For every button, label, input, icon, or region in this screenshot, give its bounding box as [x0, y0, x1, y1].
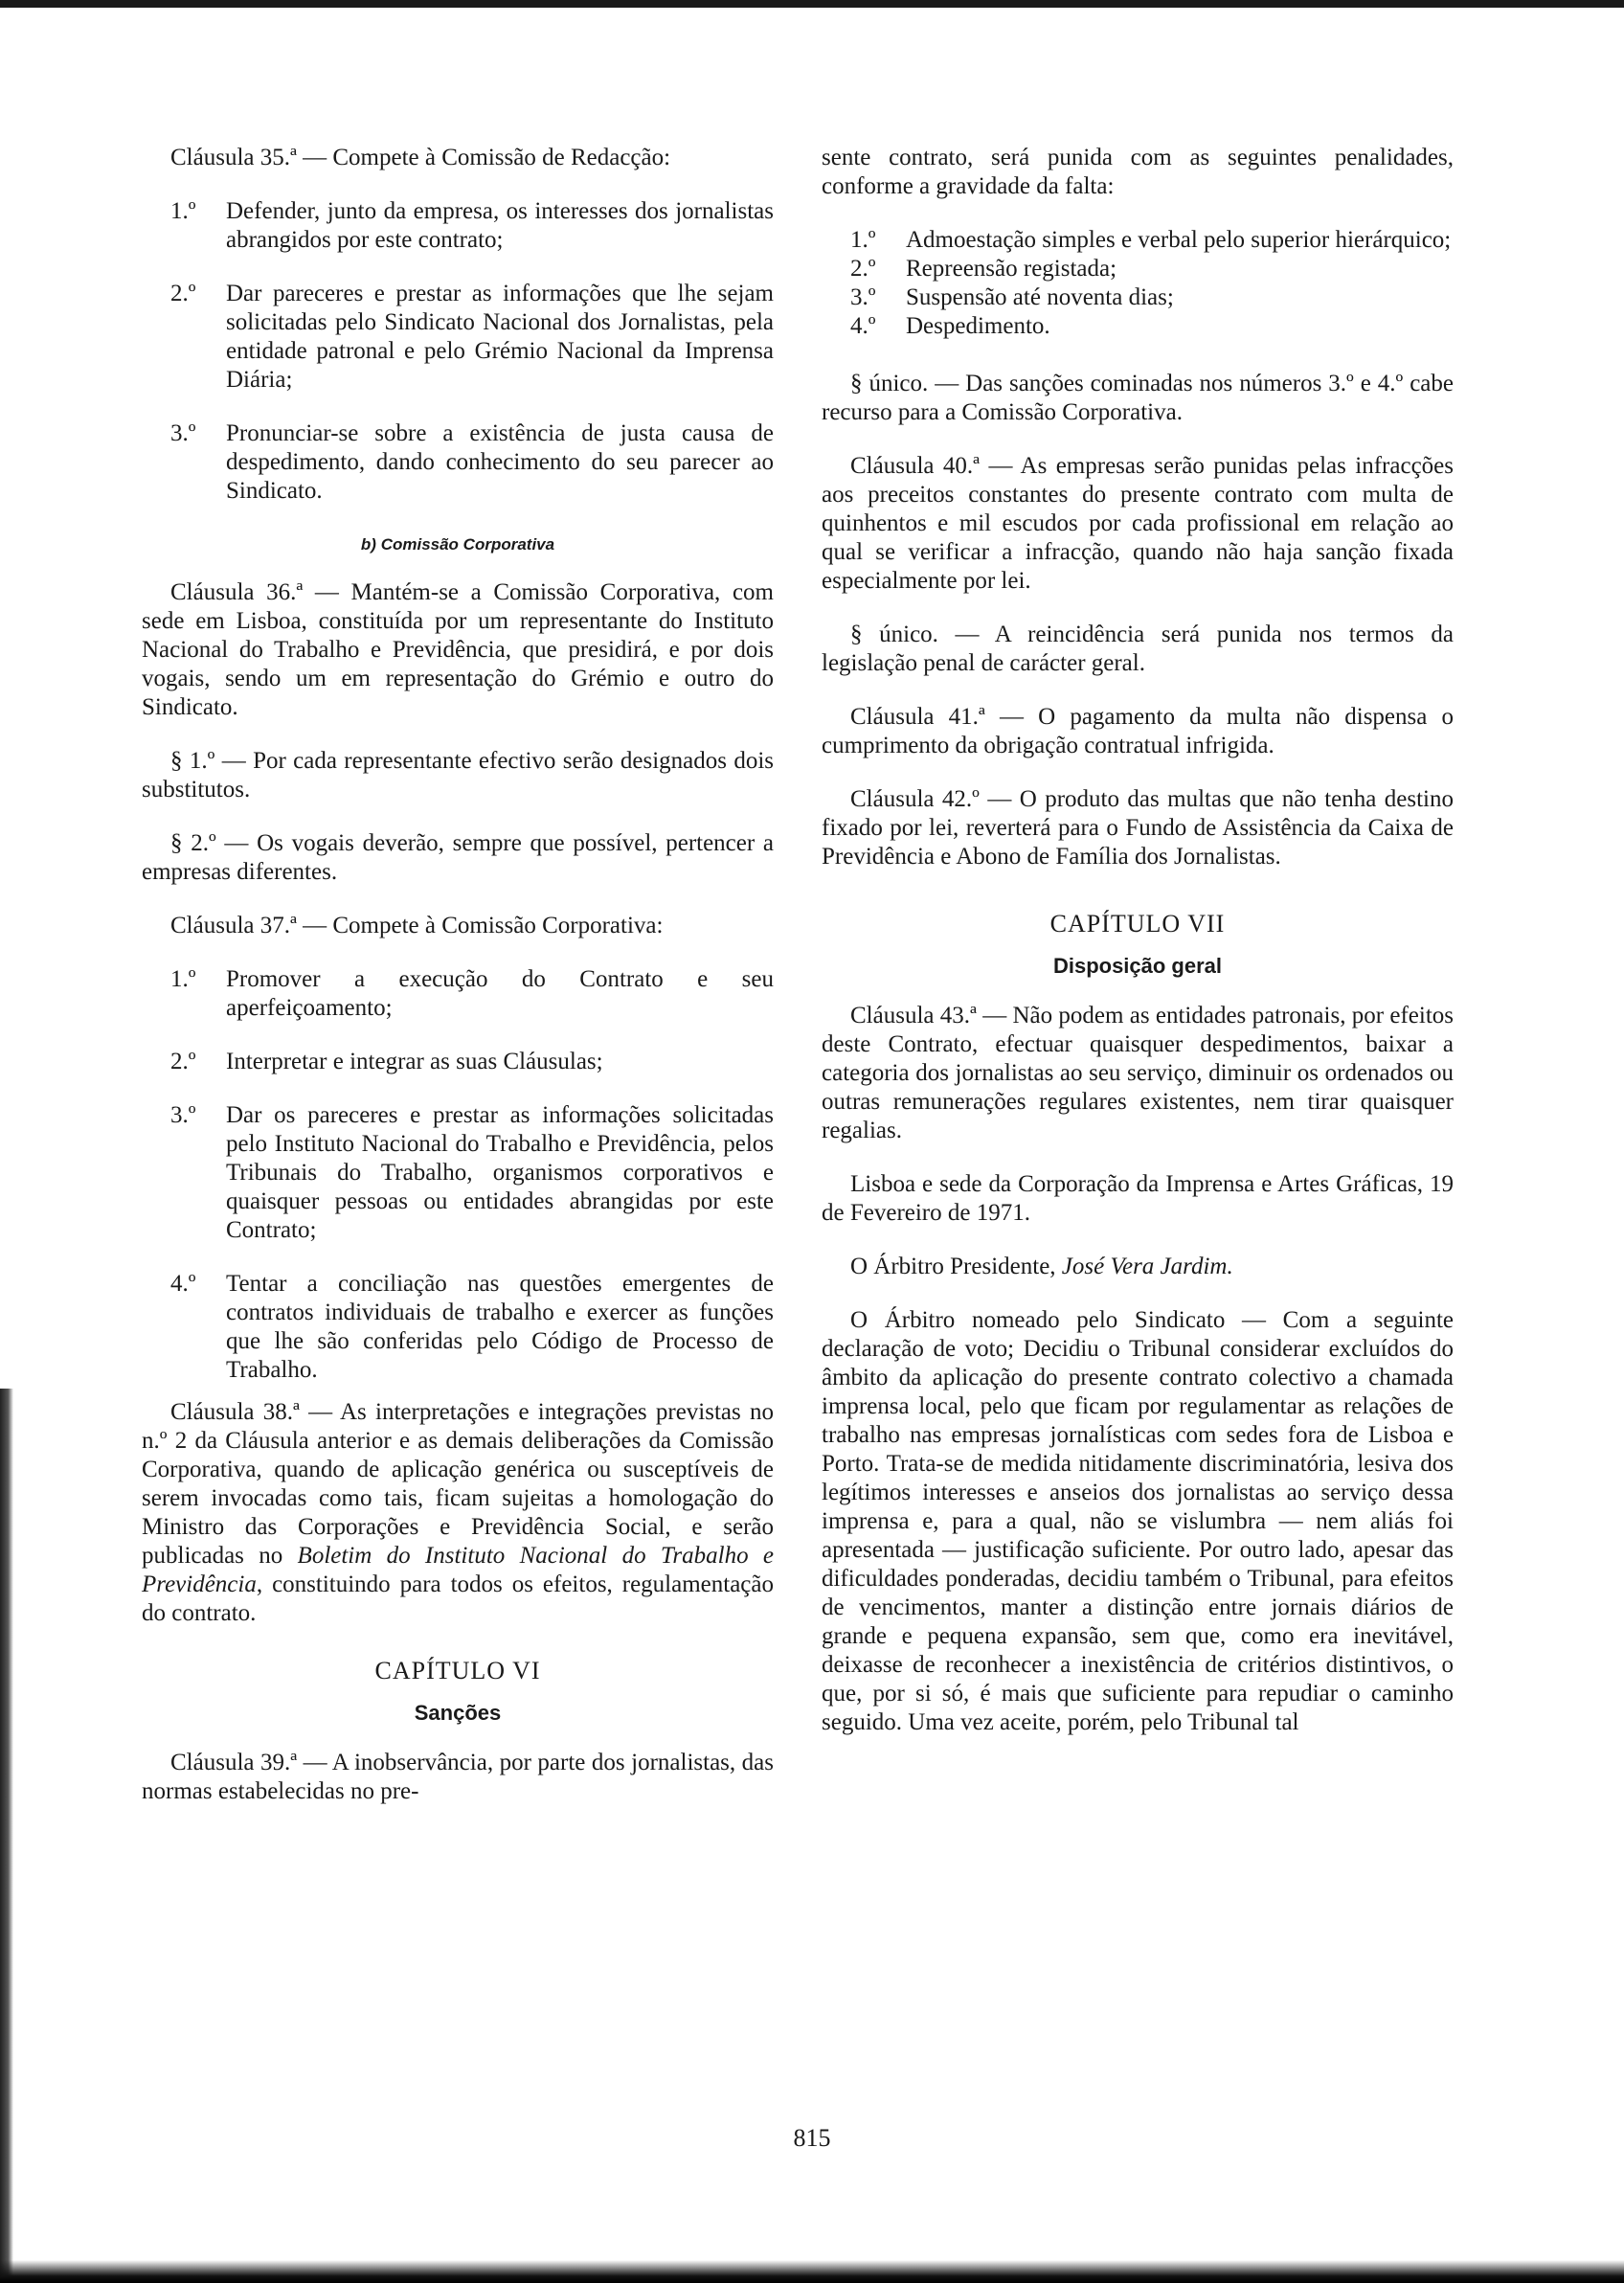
- clause-38-publication: Boletim do Instituto Nacional do Trabalho e Previdência: [142, 1543, 774, 1597]
- list-item: [170, 965, 774, 1023]
- left-column: [142, 144, 774, 1835]
- list-item: [170, 419, 774, 506]
- chapter-vii-heading: CAPÍTULO VII: [1049, 910, 1226, 938]
- item-number: 1.º: [170, 966, 196, 992]
- clause-42: Cláusula 42.º — O produto das multas que não tenha destino fixado por lei, reverterá para o Fundo de Assistência da Caixa de Previdência e Abono de Família dos Jornalistas.: [822, 786, 1454, 870]
- item-text: Promover a execução do Contrato e seu aperfeiçoamento;: [226, 966, 774, 1021]
- clause-38: [142, 1398, 774, 1628]
- item-text: Pronunciar-se sobre a existência de justa causa de despedimento, dando conhecimento do seu parecer ao Sindicato.: [226, 420, 774, 504]
- clause-40: Cláusula 40.ª — As empresas serão punidas pelas infracções aos preceitos constantes do presente contrato com multa de quinhentos e mil escudos por cada profissional em relação ao qual se verificar a infracção, quando não haja sanção fixada especialmente por lei.: [822, 453, 1454, 594]
- clause-36-paragraph-2: § 2.º — Os vogais deverão, sempre que possível, pertencer a empresas diferentes.: [142, 830, 774, 885]
- item-number: 1.º: [850, 227, 876, 253]
- signature-line: [822, 1253, 1454, 1281]
- list-item: [850, 312, 1454, 341]
- clause-39-sole-paragraph: § único. — Das sanções cominadas nos números 3.º e 4.º cabe recurso para a Comissão Corporativa.: [822, 371, 1454, 425]
- penalties-list: [822, 226, 1454, 341]
- item-text: Interpretar e integrar as suas Cláusulas;: [226, 1049, 603, 1074]
- page-number: 815: [793, 2124, 831, 2152]
- item-number: 4.º: [170, 1271, 196, 1297]
- clause-38-text: Cláusula 38.ª — As interpretações e integrações previstas no n.º 2 da Cláusula anterior e as demais deliberações da Comissão Corporativa, quando de aplicação genérica ou susceptíveis de serem invocadas como tais, ficam sujeitas a homologação do Ministro das Corporações e Previdência Social, e serão publicadas no: [142, 1399, 774, 1569]
- closing-place-date: Lisboa e sede da Corporação da Imprensa e Artes Gráficas, 19 de Fevereiro de 1971.: [822, 1171, 1454, 1226]
- clause-36: Cláusula 36.ª — Mantém-se a Comissão Corporativa, com sede em Lisboa, constituída por um representante do Instituto Nacional do Trabalho e Previdência, que presidirá, e por dois vogais, sendo um em representação do Grémio e outro do Sindicato.: [142, 579, 774, 720]
- signature-label: O Árbitro Presidente,: [850, 1254, 1062, 1279]
- clause-39-start: Cláusula 39.ª — A inobservância, por parte dos jornalistas, das normas estabelecidas no pre-: [142, 1750, 774, 1804]
- subsection-heading: b) Comissão Corporativa: [360, 535, 555, 554]
- item-number: 2.º: [170, 281, 196, 306]
- item-text: Dar os pareceres e prestar as informações solicitadas pelo Instituto Nacional do Trabalho e Previdência, pelos Tribunais do Trabalho, organismos corporativos e quaisquer pessoas ou entidades abrangidas por este Contrato;: [226, 1102, 774, 1243]
- list-item: [850, 226, 1454, 255]
- clause-37-list: [142, 965, 774, 1385]
- list-item: [850, 255, 1454, 283]
- clause-35-list: [142, 197, 774, 506]
- scan-edge-top: [0, 0, 1624, 8]
- list-item: [170, 280, 774, 395]
- clause-39-continuation: sente contrato, será punida com as seguintes penalidades, conforme a gravidade da falta:: [822, 145, 1454, 199]
- list-item: [170, 197, 774, 255]
- clause-37-intro: Cláusula 37.ª — Compete à Comissão Corporativa:: [170, 913, 664, 938]
- list-item: [170, 1101, 774, 1245]
- item-number: 4.º: [850, 313, 876, 339]
- clause-38-text-end: , constituindo para todos os efeitos, regulamentação do contrato.: [142, 1571, 774, 1626]
- right-column: [822, 144, 1454, 1737]
- list-item: [170, 1048, 774, 1076]
- item-number: 3.º: [170, 1102, 196, 1128]
- list-item: [850, 283, 1454, 312]
- chapter-vi-heading: CAPÍTULO VI: [374, 1657, 541, 1684]
- chapter-vii-title: Disposição geral: [1052, 954, 1223, 978]
- chapter-vi-title: Sanções: [414, 1701, 502, 1725]
- clause-36-paragraph-1: § 1.º — Por cada representante efectivo serão designados dois substitutos.: [142, 748, 774, 802]
- vote-declaration: O Árbitro nomeado pelo Sindicato — Com a seguinte declaração de voto; Decidiu o Tribunal considerar excluídos do âmbito da aplicação do presente contrato colectivo a chamada imprensa local, pelo que ficam por regulamentar as relações de trabalho nas empresas jornalísticas com sedes fora de Lisboa e Porto. Trata-se de medida nitidamente discriminatória, lesiva dos legítimos interesses e anseios dos jornalistas ao serviço dessa imprensa e, para a qual, não se vislumbra — nem aliás foi apresentada — justificação suficiente. Por outro lado, apesar das dificuldades ponderadas, decidiu também o Tribunal, para efeitos de vencimentos, manter a distinção entre jornais diários de grande e pequena expansão, sem que, como era inevitável, deixasse de reconhecer a inexistência de critérios distintivos, o que, por si só, é mais que suficiente para repudiar o caminho seguido. Uma vez aceite, porém, pelo Tribunal tal: [822, 1307, 1454, 1735]
- clause-40-sole-paragraph: § único. — A reincidência será punida nos termos da legislação penal de carácter geral.: [822, 622, 1454, 676]
- item-number: 2.º: [850, 256, 876, 282]
- scan-edge-bottom: [0, 2260, 1624, 2283]
- item-text: Admoestação simples e verbal pelo superior hierárquico;: [906, 227, 1452, 253]
- clause-43: Cláusula 43.ª — Não podem as entidades patronais, por efeitos deste Contrato, efectuar quaisquer despedimentos, baixar a categoria dos jornalistas ao seu serviço, diminuir os ordenados ou outras remunerações regulares existentes, nem tirar quaisquer regalias.: [822, 1003, 1454, 1143]
- list-item: [170, 1270, 774, 1385]
- item-text: Tentar a conciliação nas questões emergentes de contratos individuais de trabalho e exercer as funções que lhe são conferidas pelo Código de Processo de Trabalho.: [226, 1271, 774, 1383]
- item-text: Suspensão até noventa dias;: [906, 284, 1174, 310]
- item-text: Repreensão registada;: [906, 256, 1117, 282]
- signature-name: José Vera Jardim.: [1061, 1254, 1233, 1279]
- clause-41: Cláusula 41.ª — O pagamento da multa não dispensa o cumprimento da obrigação contratual infrigida.: [822, 704, 1454, 758]
- item-number: 1.º: [170, 198, 196, 224]
- item-number: 2.º: [170, 1049, 196, 1074]
- item-text: Defender, junto da empresa, os interesses dos jornalistas abrangidos por este contrato;: [226, 198, 774, 253]
- item-text: Despedimento.: [906, 313, 1050, 339]
- item-number: 3.º: [850, 284, 876, 310]
- clause-35-intro: Cláusula 35.ª — Compete à Comissão de Redacção:: [170, 145, 671, 170]
- item-number: 3.º: [170, 420, 196, 446]
- item-text: Dar pareceres e prestar as informações que lhe sejam solicitadas pelo Sindicato Nacional dos Jornalistas, pela entidade patronal e pelo Grémio Nacional da Imprensa Diária;: [226, 281, 774, 393]
